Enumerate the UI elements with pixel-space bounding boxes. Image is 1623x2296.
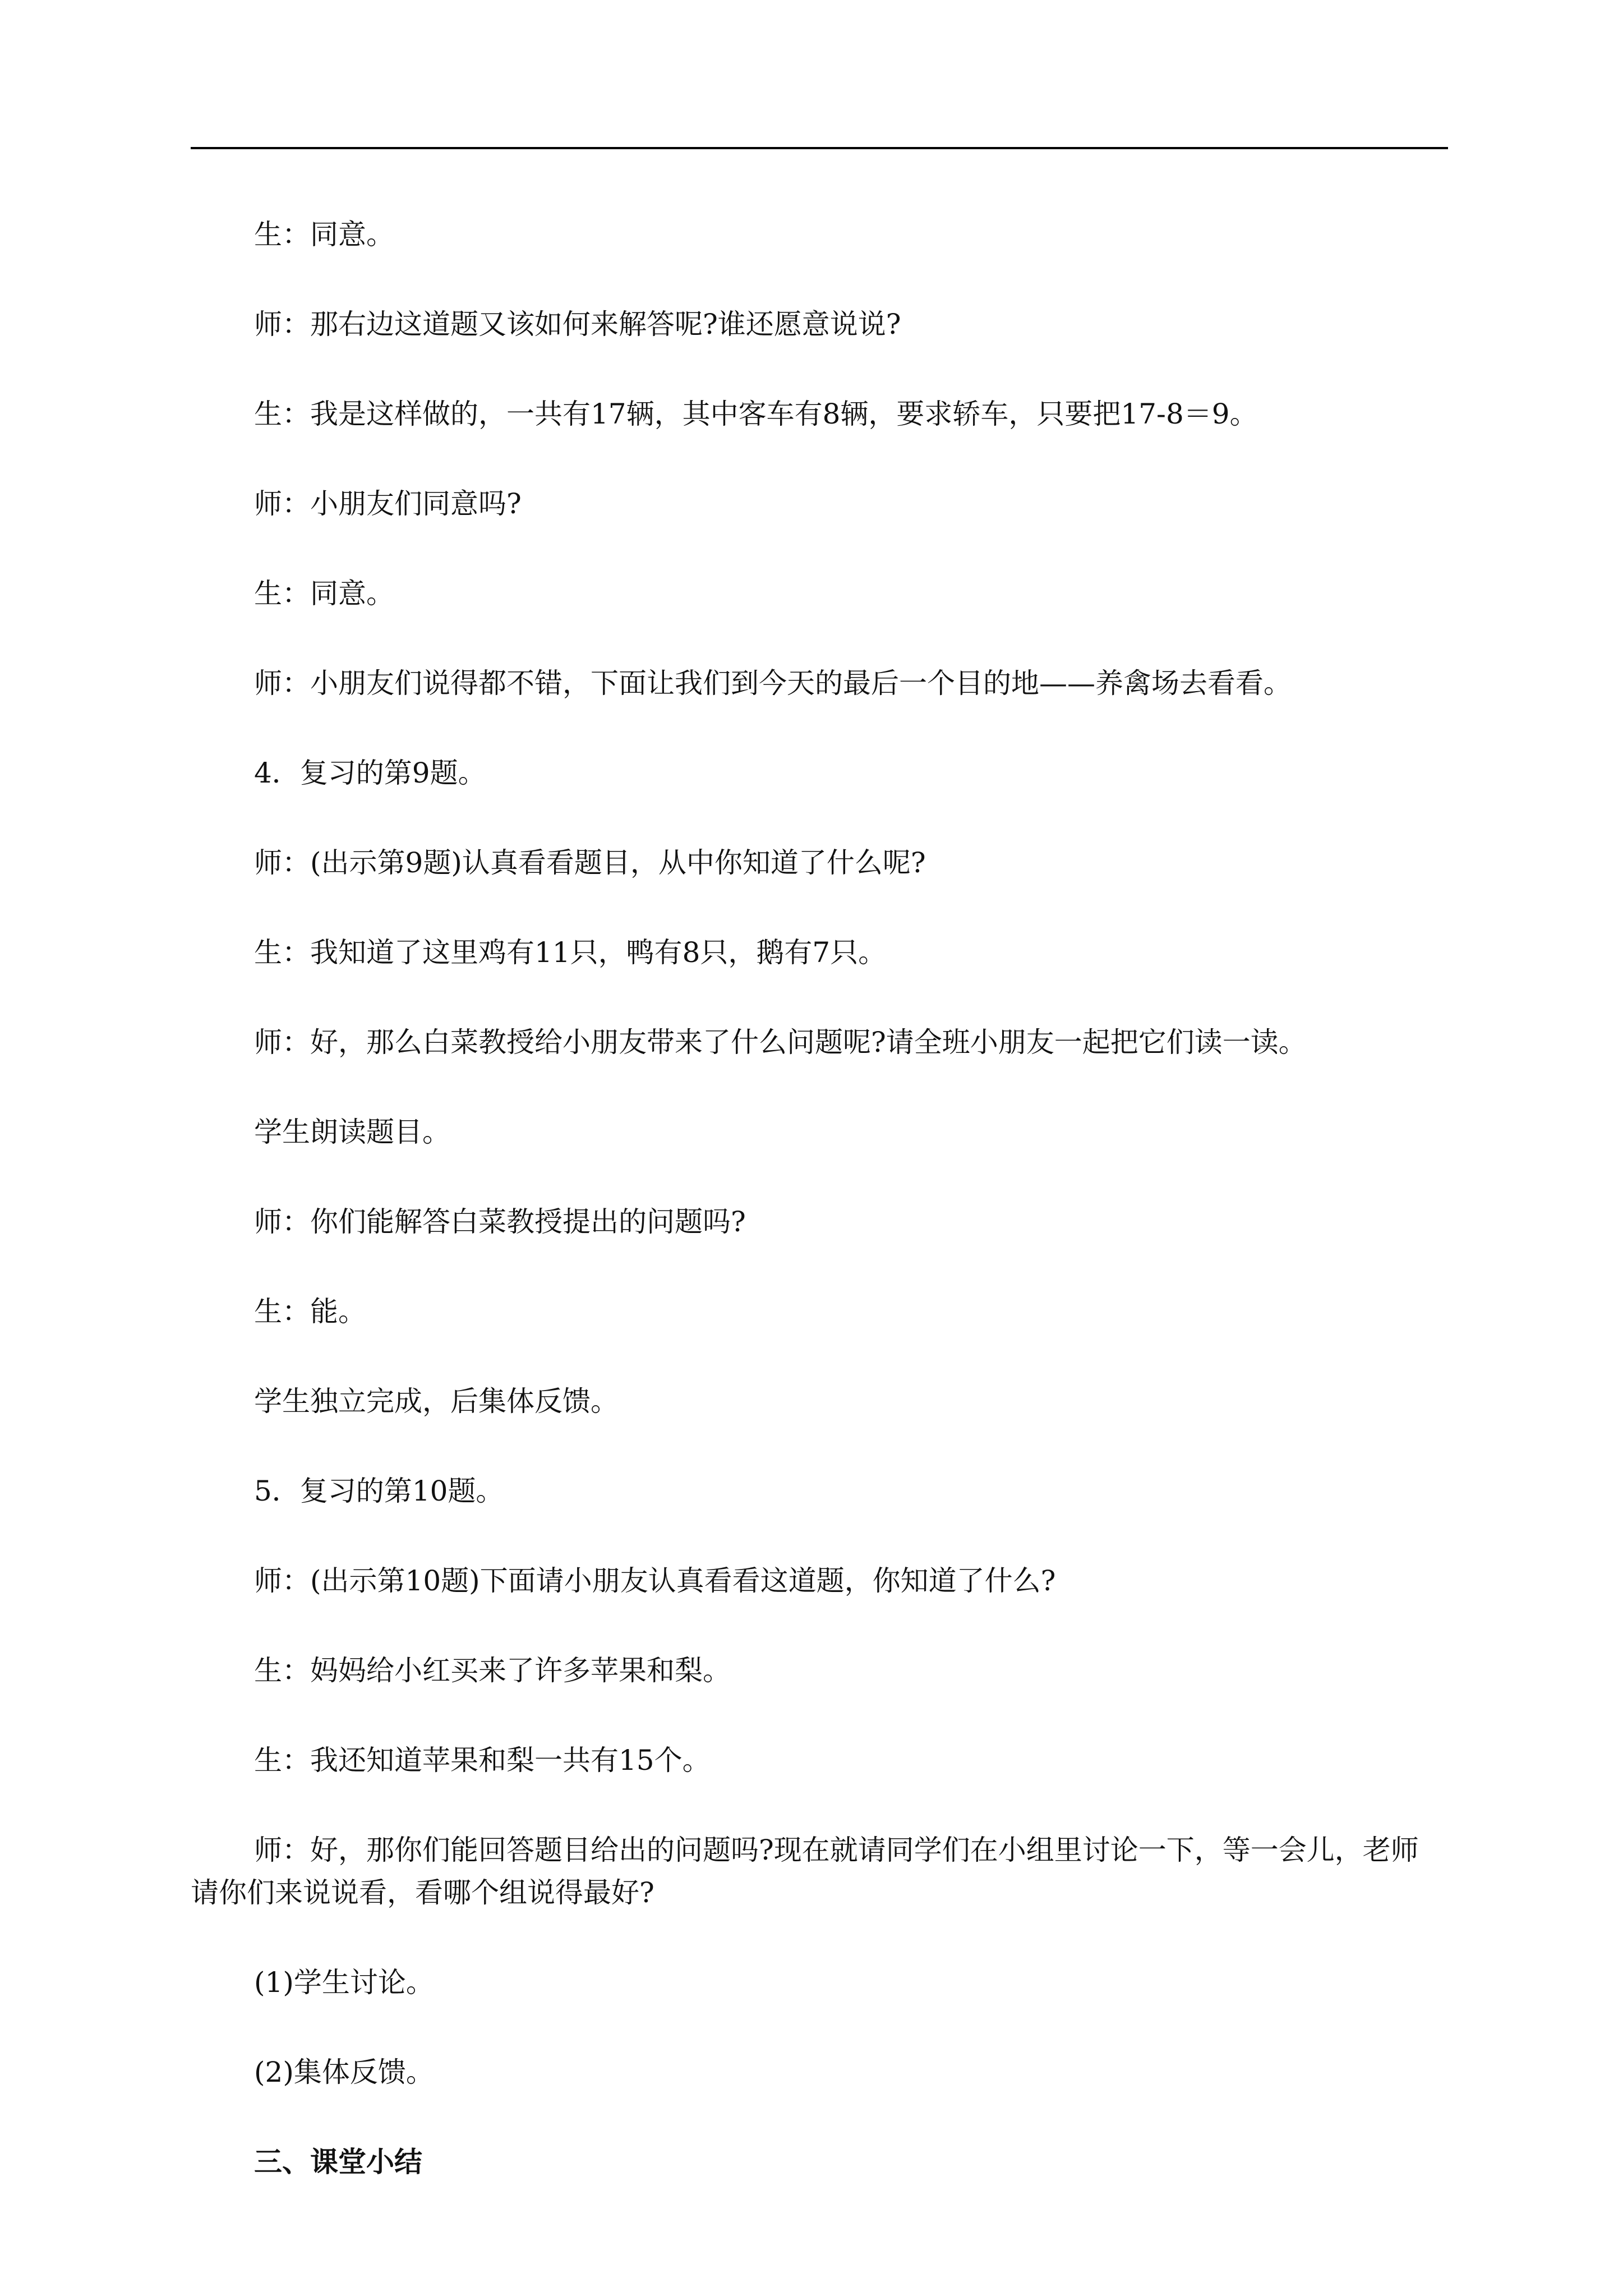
- section-heading: 三、课堂小结: [254, 2145, 422, 2178]
- section-item-4: 4．复习的第9题。: [254, 757, 486, 789]
- paragraph: 师：好，那么白菜教授给小朋友带来了什么问题呢?请全班小朋友一起把它们读一读。: [254, 1026, 1307, 1059]
- paragraph: 学生独立完成，后集体反馈。: [254, 1385, 619, 1418]
- paragraph-line-1: 师：好，那你们能回答题目给出的问题吗?现在就请同学们在小组里讨论一下，等一会儿，老师: [254, 1834, 1419, 1866]
- paragraph: 生：我还知道苹果和梨一共有15个。: [254, 1744, 711, 1777]
- paragraph: 师：你们能解答白菜教授提出的问题吗?: [254, 1205, 746, 1238]
- paragraph: 师：(出示第9题)认真看看题目，从中你知道了什么呢?: [254, 846, 926, 879]
- paragraph: (2)集体反馈。: [254, 2056, 434, 2088]
- paragraph: 学生朗读题目。: [254, 1116, 450, 1148]
- paragraph: 生：同意。: [254, 218, 394, 251]
- paragraph: 生：妈妈给小红买来了许多苹果和梨。: [254, 1654, 731, 1687]
- paragraph: 生：同意。: [254, 577, 394, 610]
- paragraph: 师：小朋友们同意吗?: [254, 487, 522, 520]
- paragraph: 生：我知道了这里鸡有11只，鸭有8只，鹅有7只。: [254, 936, 887, 969]
- paragraph: 师：那右边这道题又该如何来解答呢?谁还愿意说说?: [254, 308, 901, 341]
- header-rule: [191, 147, 1448, 149]
- document-body: [191, 213, 1448, 2230]
- paragraph: 师：(出示第10题)下面请小朋友认真看看这道题，你知道了什么?: [254, 1565, 1056, 1597]
- paragraph-line-2: 请你们来说说看，看哪个组说得最好?: [191, 1876, 654, 1909]
- section-item-5: 5．复习的第10题。: [254, 1475, 504, 1507]
- paragraph: 生：我是这样做的，一共有17辆，其中客车有8辆，要求轿车，只要把17-8＝9。: [254, 398, 1258, 430]
- paragraph: 师：小朋友们说得都不错，下面让我们到今天的最后一个目的地——养禽场去看看。: [254, 667, 1292, 700]
- paragraph: 生：能。: [254, 1295, 366, 1328]
- paragraph: (1)学生讨论。: [254, 1966, 434, 1999]
